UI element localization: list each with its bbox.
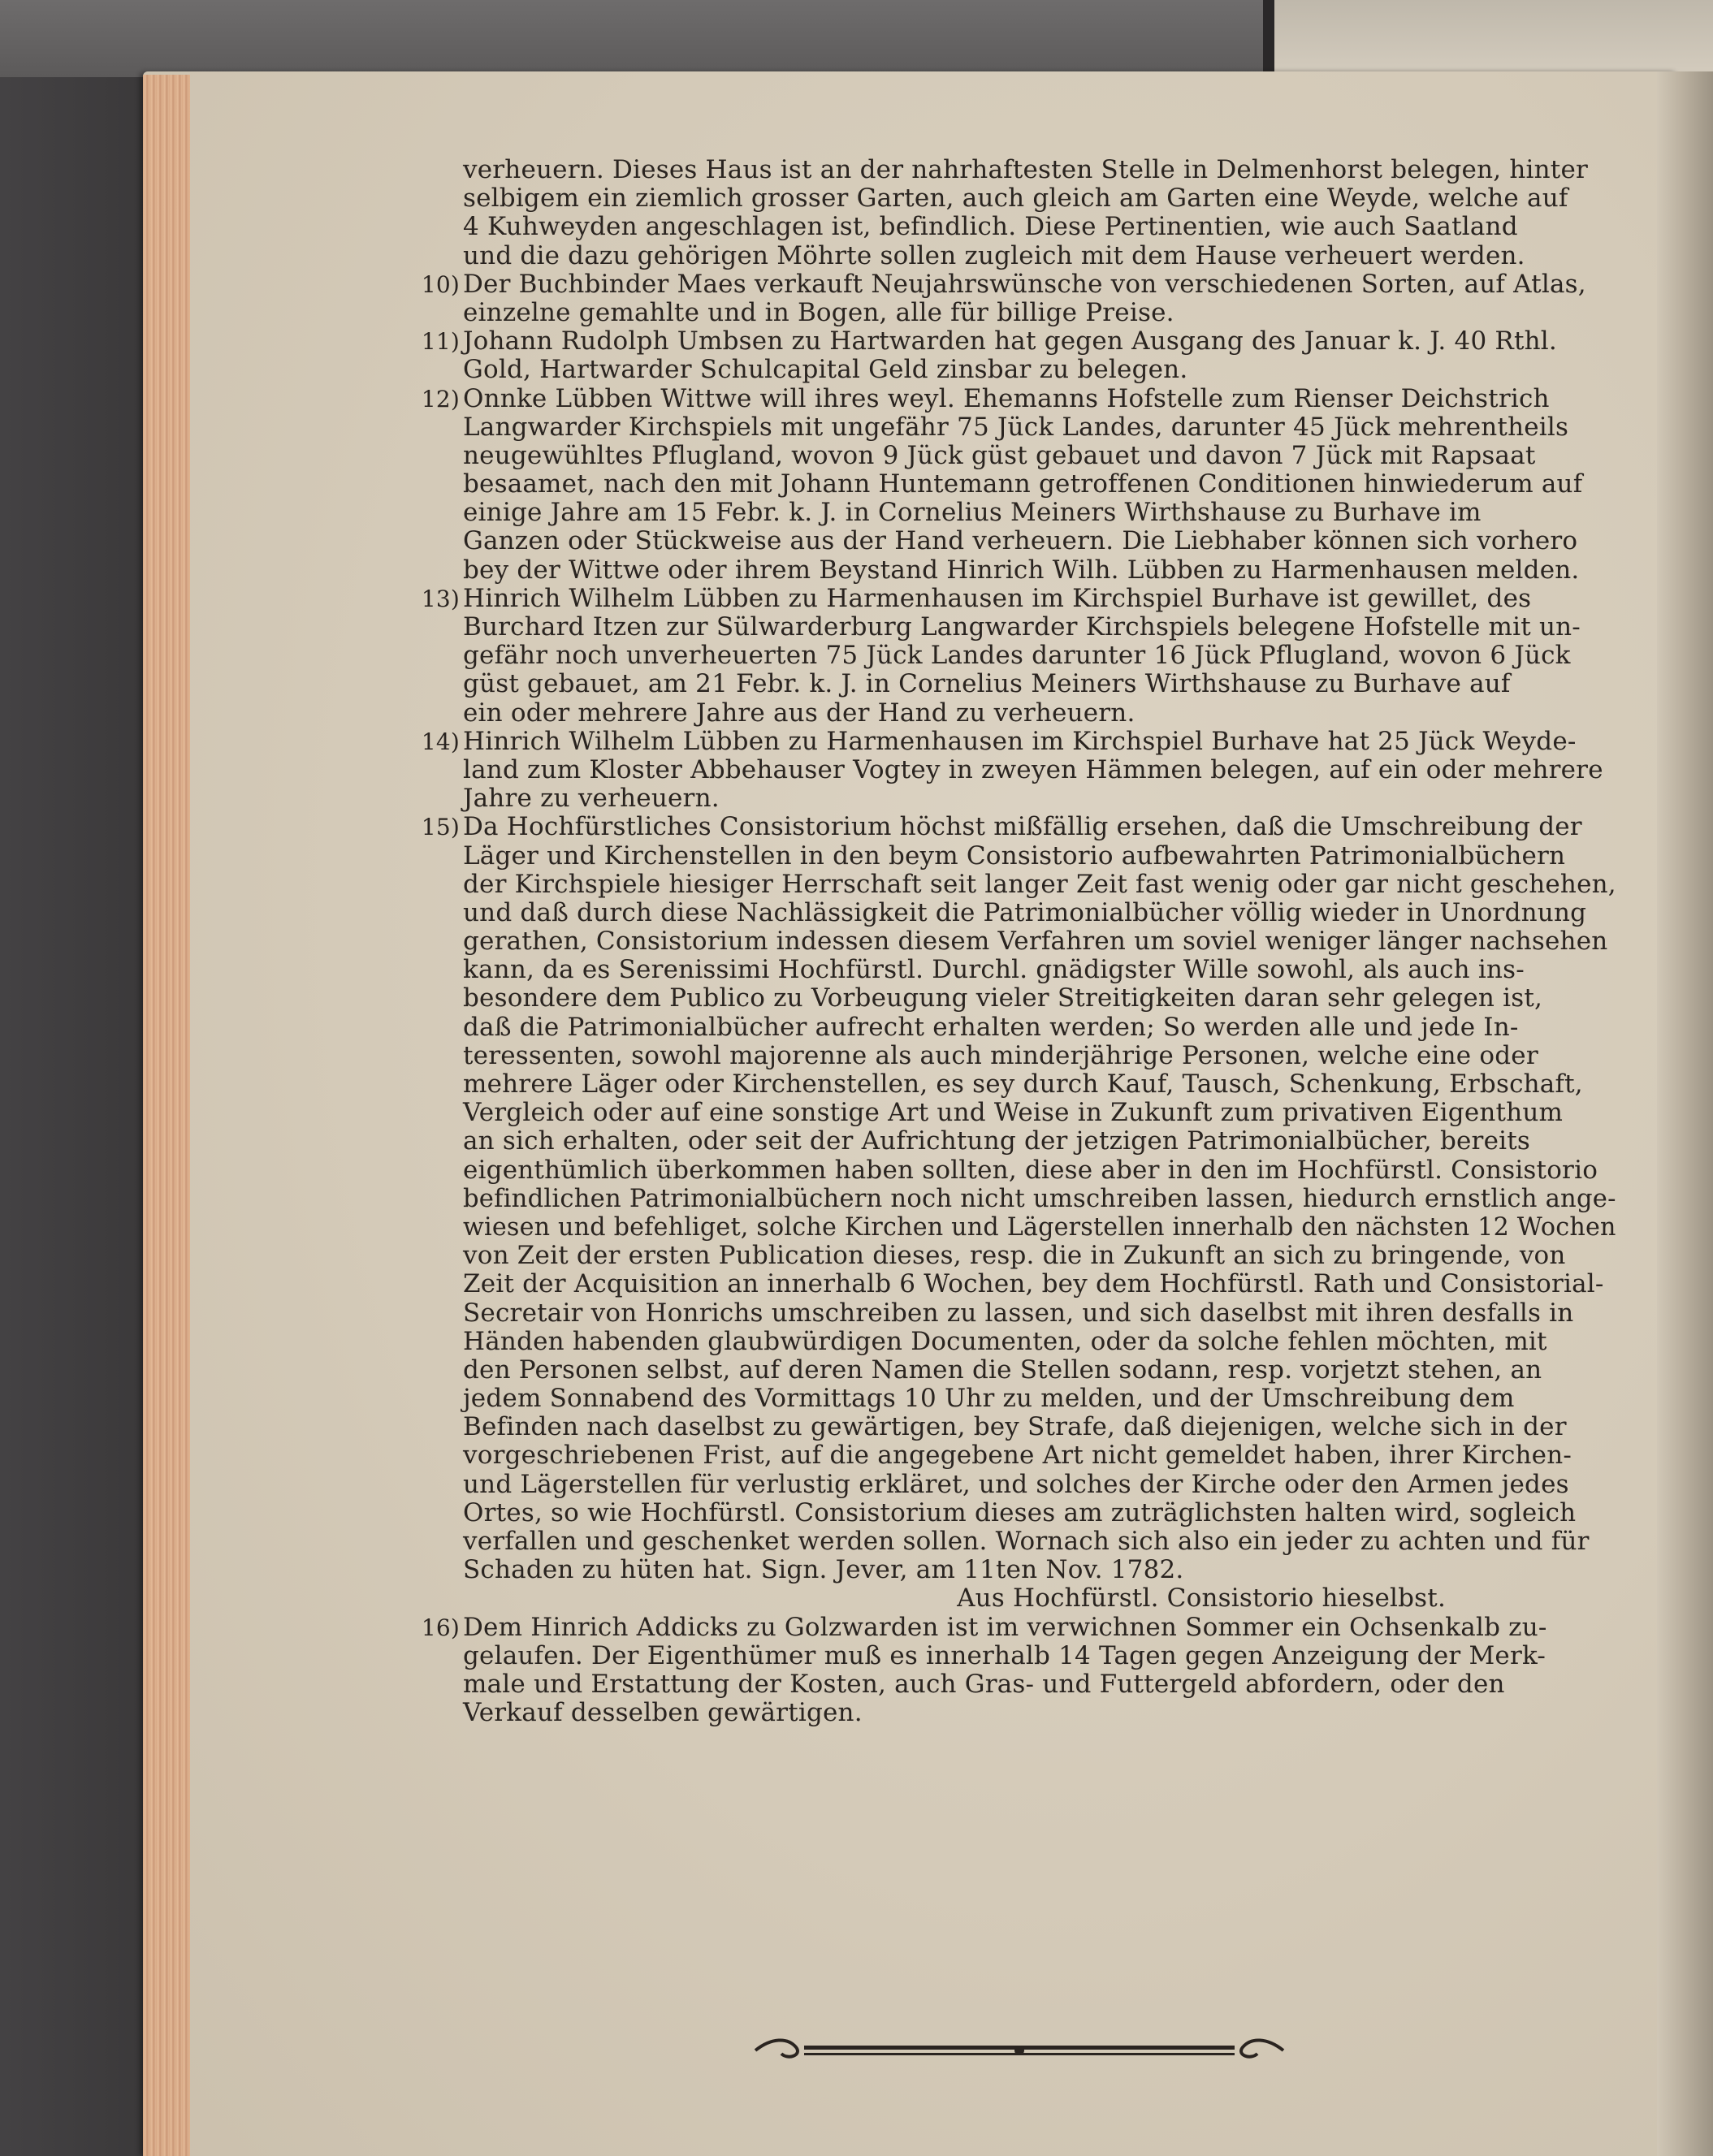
- text-line: güst gebauet, am 21 Febr. k. J. in Cornelius Meiners Wirthshause zu Burhave auf: [463, 669, 1511, 699]
- text-line: Langwarder Kirchspiels mit ungefähr 75 Jück Landes, darunter 45 Jück mehrentheils: [463, 412, 1569, 442]
- text-line: Jahre zu verheuern.: [463, 784, 720, 814]
- backdrop: [0, 0, 145, 2156]
- page-curl: [1657, 71, 1713, 2156]
- entry-number: 15): [421, 814, 460, 841]
- page-stack-edge: [143, 75, 190, 2156]
- text-line: Hinrich Wilhelm Lübben zu Harmenhausen im Kirchspiel Burhave hat 25 Jück Weyde-: [463, 726, 1577, 756]
- notice-entry: [421, 326, 1616, 385]
- text-line: einige Jahre am 15 Febr. k. J. in Cornelius Meiners Wirthshause zu Burhave im: [463, 498, 1482, 528]
- text-line: besaamet, nach den mit Johann Huntemann getroffenen Conditionen hinwiederum auf: [463, 469, 1583, 499]
- text-line: der Kirchspiele hiesiger Herrschaft seit langer Zeit fast wenig oder gar nicht geschehen,: [463, 869, 1616, 899]
- text-line: selbigem ein ziemlich grosser Garten, auch gleich am Garten eine Weyde, welche auf: [463, 184, 1568, 214]
- text-line: daß die Patrimonialbücher aufrecht erhalten werden; So werden alle und jede In-: [463, 1012, 1519, 1042]
- notice-entry: [463, 156, 1616, 270]
- text-line: wiesen und befehliget, solche Kirchen und Lägerstellen innerhalb den nächsten 12 Wochen: [463, 1212, 1616, 1242]
- text-line: und Lägerstellen für verlustig erkläret, und solches der Kirche oder den Armen jedes: [463, 1469, 1569, 1499]
- text-line: Secretair von Honrichs umschreiben zu lassen, und sich daselbst mit ihren desfalls in: [463, 1298, 1574, 1328]
- text-line: gelaufen. Der Eigenthümer muß es innerhalb 14 Tagen gegen Anzeigung der Merk-: [463, 1640, 1546, 1670]
- text-line: Da Hochfürstliches Consistorium höchst mißfällig ersehen, daß die Umschreibung der: [463, 812, 1582, 842]
- entry-number: 13): [421, 585, 460, 612]
- text-line: Burchard Itzen zur Sülwarderburg Langwarder Kirchspiels belegene Hofstelle mit un-: [463, 612, 1581, 642]
- entry-number: 12): [421, 385, 460, 413]
- text-line: von Zeit der ersten Publication dieses, resp. die in Zukunft an sich zu bringende, von: [463, 1241, 1566, 1271]
- text-line: Verkauf desselben gewärtigen.: [463, 1698, 863, 1728]
- text-line: befindlichen Patrimonialbüchern noch nicht umschreiben lassen, hiedurch ernstlich ange-: [463, 1183, 1616, 1213]
- ornament-divider-icon: [739, 2034, 1300, 2067]
- backdrop-card-edge: [1263, 0, 1274, 77]
- text-line: jedem Sonnabend des Vormittags 10 Uhr zu melden, und der Umschreibung dem: [463, 1384, 1515, 1414]
- text-line: mehrere Läger oder Kirchenstellen, es sey durch Kauf, Tausch, Schenkung, Erbschaft,: [463, 1069, 1583, 1099]
- text-line: Händen habenden glaubwürdigen Documenten, oder da solche fehlen möchten, mit: [463, 1326, 1547, 1356]
- text-line: Ortes, so wie Hochfürstl. Consistorium dieses am zuträglichsten halten wird, sogleich: [463, 1497, 1577, 1527]
- text-line: an sich erhalten, oder seit der Aufrichtung der jetzigen Patrimonialbücher, bereits: [463, 1126, 1530, 1156]
- text-line: gefähr noch unverheuerten 75 Jück Landes darunter 16 Jück Pflugland, wovon 6 Jück: [463, 641, 1571, 671]
- notice-entry: [421, 269, 1616, 327]
- text-line: und daß durch diese Nachlässigkeit die Patrimonialbücher völlig wieder in Unordnung: [463, 897, 1587, 927]
- text-line: kann, da es Serenissimi Hochfürstl. Durchl. gnädigster Wille sowohl, als auch ins-: [463, 955, 1525, 985]
- text-line: gerathen, Consistorium indessen diesem Verfahren um soviel weniger länger nachsehen: [463, 927, 1608, 957]
- text-line: eigenthümlich überkommen haben sollten, diese aber in den im Hochfürstl. Consistorio: [463, 1155, 1598, 1185]
- text-line: und die dazu gehörigen Möhrte sollen zugleich mit dem Hause verheuert werden.: [463, 240, 1525, 270]
- text-line: Gold, Hartwarder Schulcapital Geld zinsbar zu belegen.: [463, 355, 1188, 385]
- text-line: Läger und Kirchenstellen in den beym Consistorio aufbewahrten Patrimonialbüchern: [463, 840, 1566, 871]
- text-line: Vergleich oder auf eine sonstige Art und Weise in Zukunft zum privativen Eigenthum: [463, 1098, 1564, 1128]
- text-line: Der Buchbinder Maes verkauft Neujahrswünsche von verschiedenen Sorten, auf Atlas,: [463, 269, 1586, 299]
- text-line: Ganzen oder Stückweise aus der Hand verheuern. Die Liebhaber können sich vorhero: [463, 526, 1578, 556]
- notice-entry: [421, 583, 1616, 728]
- entry-number: 10): [421, 270, 460, 298]
- text-line: Dem Hinrich Addicks zu Golzwarden ist im verwichnen Sommer ein Ochsenkalb zu-: [463, 1612, 1547, 1642]
- text-line: Befinden nach daselbst zu gewärtigen, bey Strafe, daß diejenigen, welche sich in der: [463, 1412, 1567, 1442]
- signature-line: Aus Hochfürstl. Consistorio hieselbst.: [957, 1584, 1446, 1614]
- text-line: besondere dem Publico zu Vorbeugung vieler Streitigkeiten daran sehr gelegen ist,: [463, 983, 1543, 1013]
- text-line: Johann Rudolph Umbsen zu Hartwarden hat gegen Ausgang des Januar k. J. 40 Rthl.: [463, 326, 1557, 356]
- backdrop-card: [0, 0, 1263, 77]
- backdrop-next-page: [1274, 0, 1713, 73]
- text-line: Schaden zu hüten hat. Sign. Jever, am 11ten Nov. 1782.: [463, 1555, 1184, 1585]
- entry-number: 14): [421, 728, 460, 755]
- text-line: den Personen selbst, auf deren Namen die Stellen sodann, resp. vorjetzt stehen, an: [463, 1355, 1542, 1385]
- notice-entry: [421, 726, 1616, 814]
- text-line: Zeit der Acquisition an innerhalb 6 Wochen, bey dem Hochfürstl. Rath und Consistorial-: [463, 1269, 1604, 1299]
- text-line: verheuern. Dieses Haus ist an der nahrhaftesten Stelle in Delmenhorst belegen, hinter: [463, 155, 1589, 184]
- text-line: ein oder mehrere Jahre aus der Hand zu verheuern.: [463, 698, 1136, 728]
- notice-entry: [421, 812, 1616, 1614]
- notice-entry: [421, 383, 1616, 585]
- text-line: male und Erstattung der Kosten, auch Gras- und Futtergeld abfordern, oder den: [463, 1669, 1505, 1699]
- notice-entry: [421, 1612, 1616, 1728]
- entry-number: 16): [421, 1614, 460, 1641]
- text-line: 4 Kuhweyden angeschlagen ist, befindlich. Diese Pertinentien, wie auch Saatland: [463, 212, 1518, 242]
- text-line: land zum Kloster Abbehauser Vogtey in zweyen Hämmen belegen, auf ein oder mehrere: [463, 754, 1603, 784]
- text-line: bey der Wittwe oder ihrem Beystand Hinrich Wilh. Lübben zu Harmenhausen melden.: [463, 555, 1580, 585]
- text-line: neugewühltes Pflugland, wovon 9 Jück güst gebauet und davon 7 Jück mit Rapsaat: [463, 440, 1536, 470]
- page-text: [421, 155, 1616, 1728]
- text-line: vorgeschriebenen Frist, auf die angegebene Art nicht gemeldet haben, ihrer Kirchen-: [463, 1441, 1572, 1471]
- text-line: verfallen und geschenket werden sollen. Wornach sich also ein jeder zu achten und für: [463, 1527, 1590, 1556]
- text-line: Onnke Lübben Wittwe will ihres weyl. Ehemanns Hofstelle zum Rienser Deichstrich: [463, 383, 1550, 413]
- text-line: teressenten, sowohl majorenne als auch minderjährige Personen, welche eine oder: [463, 1040, 1538, 1070]
- entry-number: 11): [421, 328, 460, 356]
- text-line: einzelne gemahlte und in Bogen, alle für billige Preise.: [463, 297, 1174, 327]
- text-line: Hinrich Wilhelm Lübben zu Harmenhausen im Kirchspiel Burhave ist gewillet, des: [463, 583, 1532, 613]
